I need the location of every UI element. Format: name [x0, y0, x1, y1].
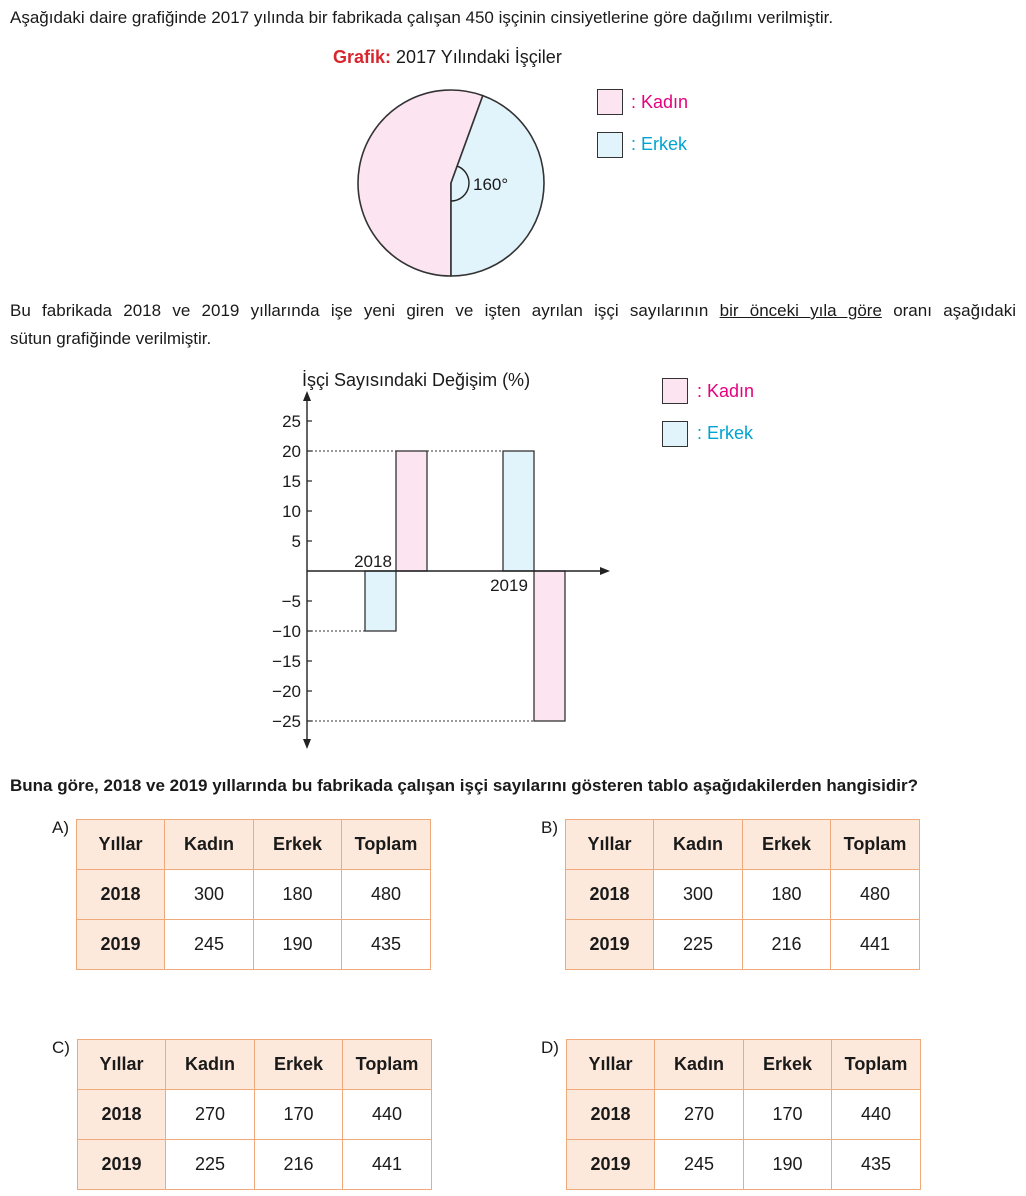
option-letter[interactable]: B) — [541, 818, 558, 837]
pie-title-text: 2017 Yılındaki İşçiler — [396, 47, 562, 67]
legend-kadin-label: : Kadın — [631, 92, 689, 112]
bar-legend-erkek-swatch — [662, 421, 688, 447]
legend-kadin-swatch — [597, 89, 623, 115]
table-row — [78, 1090, 432, 1140]
bar-category-2018: 2018 — [354, 552, 392, 571]
table-value-cell: 441 — [831, 920, 920, 970]
option-letter[interactable]: D) — [541, 1038, 559, 1057]
table-header-cell: Yıllar — [77, 820, 165, 870]
table-header-cell: Kadın — [655, 1040, 744, 1090]
table-header-cell: Erkek — [743, 820, 831, 870]
bar-erkek-2018 — [365, 571, 396, 631]
pie-angle-label: 160° — [473, 175, 509, 194]
table-value-cell: 440 — [343, 1090, 432, 1140]
paragraph2-line1 — [10, 297, 1016, 325]
table-header-cell: Toplam — [831, 820, 920, 870]
table-value-cell: 225 — [166, 1140, 255, 1190]
bar-ytick-label: 25 — [282, 412, 301, 431]
paragraph2-line2: sütun grafiğinde verilmiştir. — [10, 329, 212, 348]
bar-y-axis-arrow-up — [303, 391, 311, 401]
bar-ytick-label: −15 — [272, 652, 301, 671]
legend-erkek-label: : Erkek — [631, 134, 688, 154]
bar-ytick-label: 10 — [282, 502, 301, 521]
table-year-cell: 2018 — [567, 1090, 655, 1140]
table-value-cell: 480 — [831, 870, 920, 920]
bar-ytick-label: 5 — [291, 532, 301, 551]
pie-chart — [340, 80, 560, 290]
table-header-cell: Kadın — [654, 820, 743, 870]
table-value-cell: 190 — [254, 920, 342, 970]
table-value-cell: 180 — [743, 870, 831, 920]
table-row — [77, 870, 431, 920]
question-text: Buna göre, 2018 ve 2019 yıllarında bu fabrikada çalışan işçi sayılarını gösteren tablo aşağıdakilerden hangisidir? — [10, 776, 918, 795]
option-letter[interactable]: C) — [52, 1038, 70, 1057]
table-header-cell: Toplam — [343, 1040, 432, 1090]
table-year-cell: 2018 — [566, 870, 654, 920]
bar-ytick-label: −25 — [272, 712, 301, 731]
table-value-cell: 170 — [744, 1090, 832, 1140]
option-table[interactable] — [76, 819, 431, 970]
table-header-cell: Yıllar — [567, 1040, 655, 1090]
option-table[interactable] — [565, 819, 920, 970]
table-value-cell: 225 — [654, 920, 743, 970]
table-header-cell: Toplam — [832, 1040, 921, 1090]
option-table[interactable] — [566, 1039, 921, 1190]
table-year-cell: 2019 — [77, 920, 165, 970]
option-table[interactable] — [77, 1039, 432, 1190]
table-header-cell: Erkek — [254, 820, 342, 870]
table-row — [78, 1140, 432, 1190]
table-value-cell: 440 — [832, 1090, 921, 1140]
bar-erkek-2019 — [503, 451, 534, 571]
table-header-cell: Toplam — [342, 820, 431, 870]
table-value-cell: 190 — [744, 1140, 832, 1190]
table-value-cell: 435 — [832, 1140, 921, 1190]
bar-ytick-label: 20 — [282, 442, 301, 461]
table-header-cell: Yıllar — [78, 1040, 166, 1090]
bar-ytick-label: 15 — [282, 472, 301, 491]
table-value-cell: 441 — [343, 1140, 432, 1190]
bar-ylabel: İşçi Sayısındaki Değişim (%) — [302, 370, 531, 390]
table-year-cell: 2019 — [78, 1140, 166, 1190]
table-row — [77, 920, 431, 970]
table-value-cell: 180 — [254, 870, 342, 920]
table-header-cell: Erkek — [744, 1040, 832, 1090]
bar-ytick-label: −5 — [281, 592, 301, 611]
paragraph2-start: Bu fabrikada 2018 ve 2019 yıllarında işe yeni giren ve işten ayrılan işçi sayılarının — [10, 301, 709, 320]
table-value-cell: 270 — [655, 1090, 744, 1140]
table-row — [566, 920, 920, 970]
table-year-cell: 2019 — [566, 920, 654, 970]
paragraph2-underlined: bir önceki yıla göre — [719, 301, 882, 320]
table-year-cell: 2018 — [78, 1090, 166, 1140]
option-letter[interactable]: A) — [52, 818, 69, 837]
bar-chart — [240, 360, 630, 760]
table-header-cell: Erkek — [255, 1040, 343, 1090]
bar-kadin-2018 — [396, 451, 427, 571]
table-value-cell: 216 — [255, 1140, 343, 1190]
paragraph2-end: oranı aşağıdaki — [893, 301, 1016, 320]
intro-text: Aşağıdaki daire grafiğinde 2017 yılında bir fabrikada çalışan 450 işçinin cinsiyetlerine göre dağılımı verilmiştir. — [10, 8, 834, 27]
table-value-cell: 245 — [655, 1140, 744, 1190]
table-value-cell: 300 — [654, 870, 743, 920]
pie-title — [333, 47, 562, 68]
table-year-cell: 2019 — [567, 1140, 655, 1190]
table-header-cell: Kadın — [166, 1040, 255, 1090]
bar-category-2019: 2019 — [490, 576, 528, 595]
bar-y-axis-arrow-down — [303, 739, 311, 749]
table-value-cell: 216 — [743, 920, 831, 970]
table-header-cell: Kadın — [165, 820, 254, 870]
table-value-cell: 480 — [342, 870, 431, 920]
table-row — [567, 1140, 921, 1190]
legend-erkek-swatch — [597, 132, 623, 158]
bar-x-axis-arrow — [600, 567, 610, 575]
table-value-cell: 435 — [342, 920, 431, 970]
table-row — [567, 1090, 921, 1140]
table-row — [566, 870, 920, 920]
table-header-cell: Yıllar — [566, 820, 654, 870]
pie-title-prefix: Grafik: — [333, 47, 392, 67]
table-year-cell: 2018 — [77, 870, 165, 920]
bar-legend-kadin-swatch — [662, 378, 688, 404]
bar-legend-kadin-label: : Kadın — [697, 381, 755, 401]
table-value-cell: 300 — [165, 870, 254, 920]
bar-kadin-2019 — [534, 571, 565, 721]
bar-ytick-label: −20 — [272, 682, 301, 701]
table-value-cell: 245 — [165, 920, 254, 970]
bar-legend-erkek-label: : Erkek — [697, 423, 754, 443]
bar-ytick-label: −10 — [272, 622, 301, 641]
table-value-cell: 170 — [255, 1090, 343, 1140]
table-value-cell: 270 — [166, 1090, 255, 1140]
